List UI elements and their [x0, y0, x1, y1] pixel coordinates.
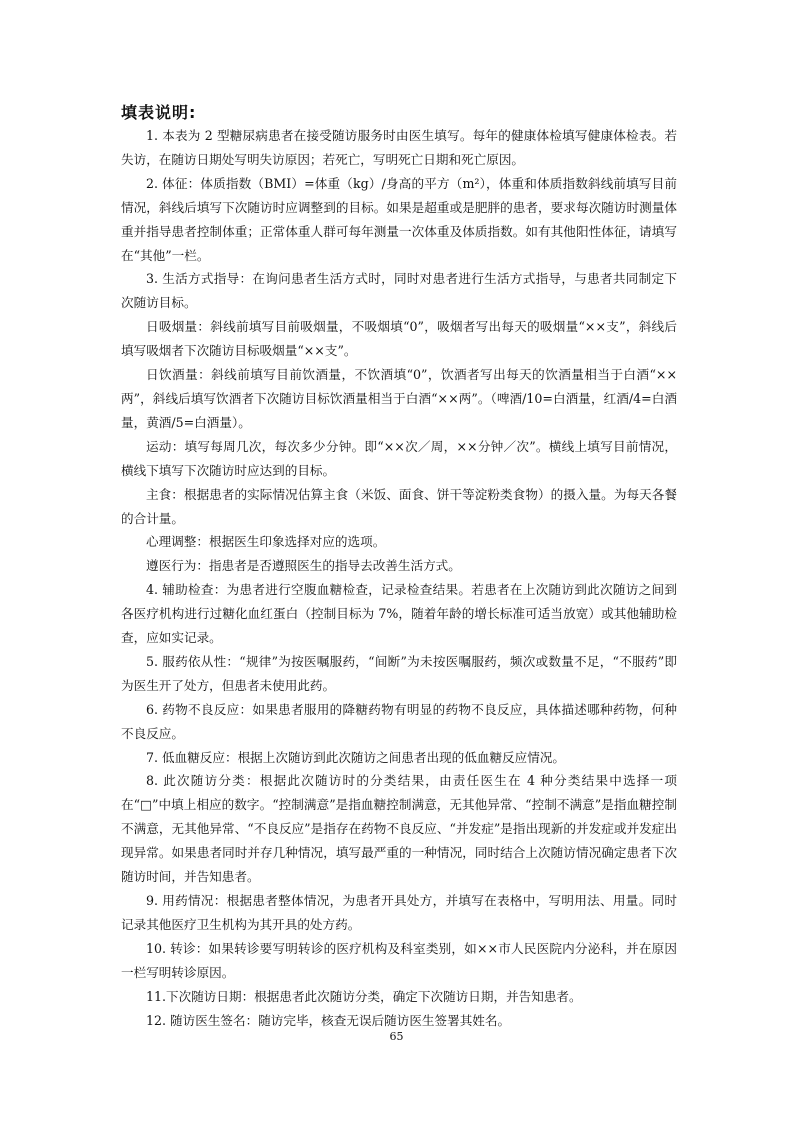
paragraph-10: 10. 转诊：如果转诊要写明转诊的医疗机构及科室类别，如××市人民医院内分泌科，并在原因一栏写明转诊原因。	[121, 940, 677, 980]
paragraph-7: 7. 低血糖反应：根据上次随访到此次随访之间患者出现的低血糖反应情况。	[146, 749, 566, 765]
paragraph-6: 6. 药物不良反应：如果患者服用的降糖药物有明显的药物不良反应，具体描述哪种药物，何种不良反应。	[121, 701, 677, 741]
paragraph-8: 8. 此次随访分类：根据此次随访时的分类结果，由责任医生在 4 种分类结果中选择一项在“□”中填上相应的数字。“控制满意”是指血糖控制满意，无其他异常、“控制不满意”是指血糖控制不满意，无其他异常、“不良反应”是指存在药物不良反应、“并发症”是指出现新的并发症或并发症出现异常。如果患者同时并存几种情况，填写最严重的一种情况，同时结合上次随访情况确定患者下次随访时间，并告知患者。	[121, 773, 677, 885]
paragraph-11: 11.下次随访日期：根据患者此次随访分类，确定下次随访日期，并告知患者。	[146, 988, 582, 1004]
paragraph-3: 3. 生活方式指导：在询问患者生活方式时，同时对患者进行生活方式指导，与患者共同制定下次随访目标。	[121, 271, 677, 311]
paragraph-psychology: 心理调整：根据医生印象选择对应的选项。	[146, 534, 386, 550]
paragraph-exercise: 运动：填写每周几次，每次多少分钟。即“××次／周，××分钟／次”。横线上填写目前情况，横线下填写下次随访时应达到的目标。	[121, 438, 677, 478]
paragraph-5: 5. 服药依从性：“规律”为按医嘱服药，“间断”为未按医嘱服药，频次或数量不足，“不服药”即为医生开了处方，但患者未使用此药。	[121, 653, 677, 693]
paragraph-drinking: 日饮酒量：斜线前填写目前饮酒量，不饮酒填“0”，饮酒者写出每天的饮酒量相当于白酒“××两”，斜线后填写饮酒者下次随访目标饮酒量相当于白酒“××两”。（啤酒/10=白酒量，红酒/4=白酒量，黄酒/5=白酒量）。	[121, 367, 677, 430]
paragraph-smoking: 日吸烟量：斜线前填写目前吸烟量，不吸烟填“0”，吸烟者写出每天的吸烟量“××支”，斜线后填写吸烟者下次随访目标吸烟量“××支”。	[121, 319, 677, 359]
paragraph-staple-food: 主食：根据患者的实际情况估算主食（米饭、面食、饼干等淀粉类食物）的摄入量。为每天各餐的合计量。	[121, 486, 677, 526]
paragraph-2: 2. 体征：体质指数（BMI）=体重（kg）/身高的平方（m²），体重和体质指数斜线前填写目前情况，斜线后填写下次随访时应调整到的目标。如果是超重或是肥胖的患者，要求每次随访时测量体重并指导患者控制体重；正常体重人群可每年测量一次体重及体质指数。如有其他阳性体征，请填写在“其他”一栏。	[121, 175, 677, 263]
paragraph-12: 12. 随访医生签名：随访完毕，核查无误后随访医生签署其姓名。	[146, 1012, 511, 1028]
paragraph-compliance: 遵医行为：指患者是否遵照医生的指导去改善生活方式。	[146, 558, 461, 574]
paragraph-1: 1. 本表为 2 型糖尿病患者在接受随访服务时由医生填写。每年的健康体检填写健康体检表。若失访，在随访日期处写明失访原因；若死亡，写明死亡日期和死亡原因。	[121, 128, 677, 167]
page-number: 65	[389, 1030, 404, 1043]
paragraph-9: 9. 用药情况：根据患者整体情况，为患者开具处方，并填写在表格中，写明用法、用量。同时记录其他医疗卫生机构为其开具的处方药。	[121, 893, 677, 932]
instructions-body	[121, 124, 677, 1032]
paragraph-4: 4. 辅助检查：为患者进行空腹血糖检查，记录检查结果。若患者在上次随访到此次随访之间到各医疗机构进行过糖化血红蛋白（控制目标为 7%，随着年龄的增长标准可适当放宽）或其他辅助检查，应如实记录。	[121, 582, 677, 646]
section-title: 填表说明:	[121, 103, 197, 122]
